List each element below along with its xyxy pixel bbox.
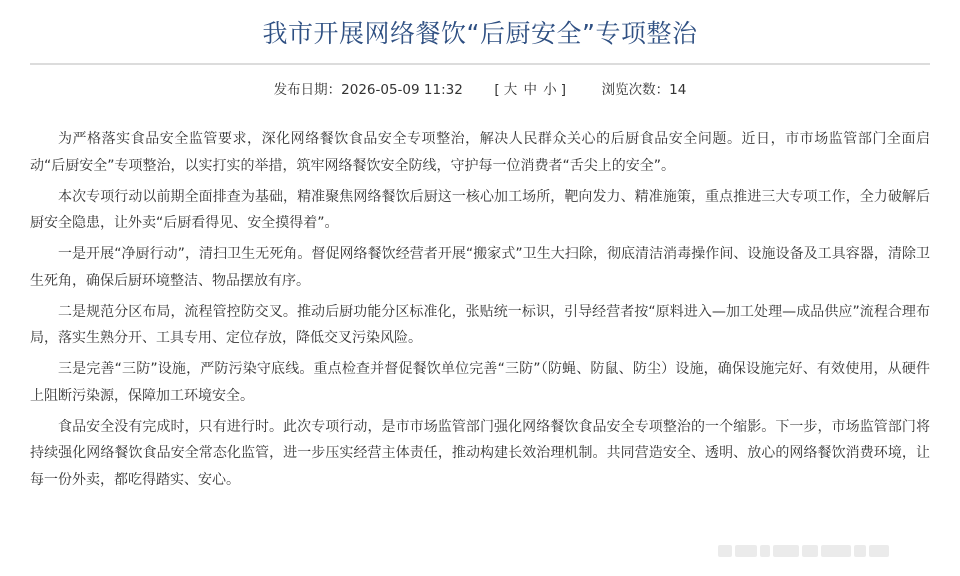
font-size-large-link[interactable]: 大 (503, 82, 518, 98)
bracket-close: ] (560, 82, 567, 98)
paragraph: 二是规范分区布局，流程管控防交叉。推动后厨功能分区标准化，张贴统一标识，引导经营者按“原料进入—加工处理—成品供应”流程合理布局，落实生熟分开、工具专用、定位存放，降低交叉污染风险。 (30, 303, 930, 346)
article-meta (30, 78, 930, 102)
publish-date: 2026-05-09 11:32 (341, 82, 463, 98)
article (30, 0, 930, 576)
views-label: 浏览次数： (601, 82, 670, 98)
paragraph: 三是完善“三防”设施，严防污染守底线。重点检查并督促餐饮单位完善“三防”（防蝇、防鼠、防尘）设施，确保设施完好、有效使用，从硬件上阻断污染源，保障加工环境安全。 (30, 361, 930, 404)
paragraph: 为严格落实食品安全监管要求，深化网络餐饮食品安全专项整治，解决人民群众关心的后厨食品安全问题。近日，市市场监管部门全面启动“后厨安全”专项整治，以实打实的举措，筑牢网络餐饮安全防线，守护每一位消费者“舌尖上的安全”。 (30, 131, 930, 174)
article-body (30, 126, 930, 498)
views-count: 14 (669, 82, 687, 98)
paragraph: 本次专项行动以前期全面排查为基础，精准聚焦网络餐饮后厨这一核心加工场所，靶向发力、精准施策，重点推进三大专项工作，全力破解后厨安全隐患，让外卖“后厨看得见、安全摸得着”。 (30, 188, 930, 231)
article-title: 我市开展网络餐饮“后厨安全”专项整治 (262, 19, 698, 48)
font-size-small-link[interactable]: 小 (543, 82, 557, 98)
paragraph: 一是开展“净厨行动”，清扫卫生无死角。督促网络餐饮经营者开展“搬家式”卫生大扫除，彻底清洁消毒操作间、设施设备及工具容器，清除卫生死角，确保后厨环境整洁、物品摆放有序。 (30, 246, 930, 289)
font-size-switcher (491, 82, 569, 98)
publish-date-label: 发布日期： (273, 82, 342, 98)
font-size-medium-link[interactable]: 中 (523, 82, 537, 98)
watermark (718, 541, 918, 561)
paragraph: 食品安全没有完成时，只有进行时。此次专项行动，是市市场监管部门强化网络餐饮食品安全专项整治的一个缩影。下一步，市场监管部门将持续强化网络餐饮食品安全常态化监管，进一步压实经营主体责任，推动构建长效治理机制。共同营造安全、透明、放心的网络餐饮消费环境，让每一份外卖，都吃得踏实、安心。 (30, 418, 930, 488)
title-divider (30, 63, 930, 65)
bracket-open: [ (494, 82, 500, 98)
